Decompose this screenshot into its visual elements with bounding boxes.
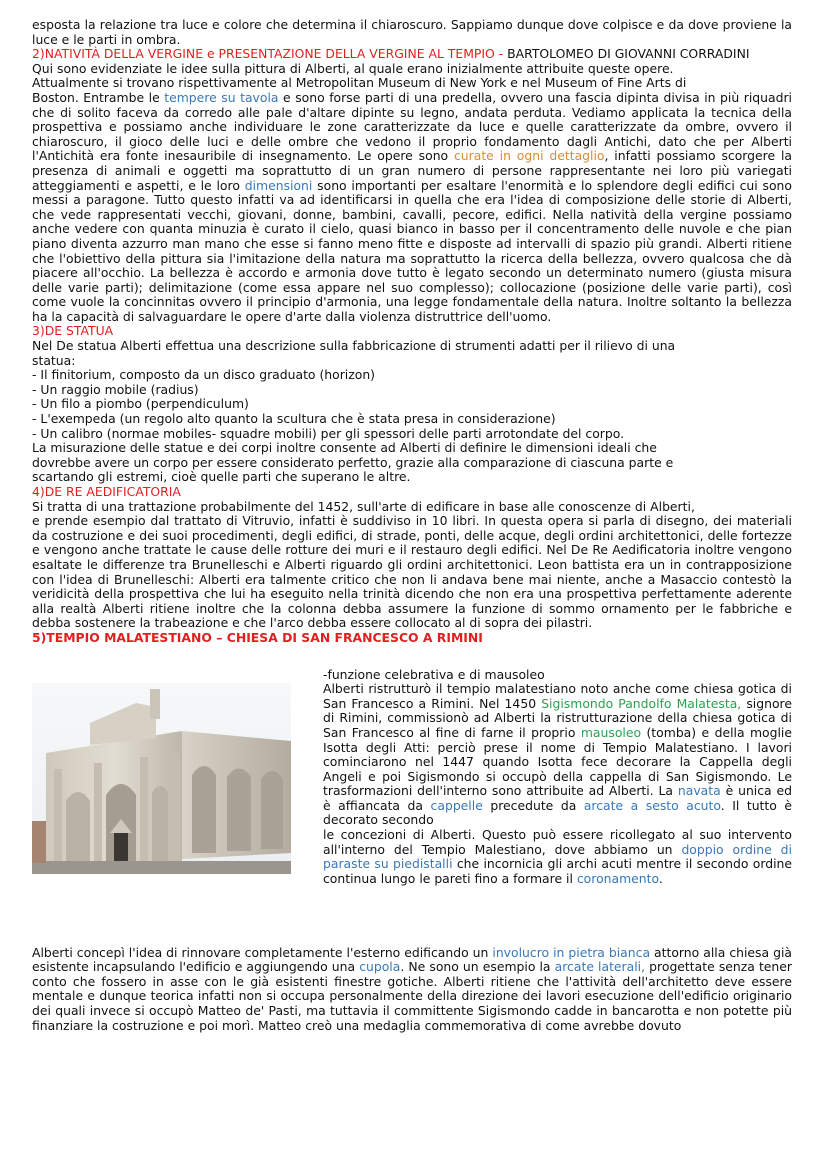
list-item: - L'exempeda (un regolo alto quanto la scultura che è stata presa in considerazione) bbox=[32, 411, 556, 427]
section-2-line-1: Qui sono evidenziate le idee sulla pittura di Alberti, al quale erano inizialmente attribuite queste opere. bbox=[32, 60, 674, 76]
section-3-line-2: statua: bbox=[32, 352, 76, 368]
highlight-coronamento: coronamento bbox=[576, 870, 659, 886]
section-2-paragraph: Boston. Entrambe le tempere su tavola e sono forse parti di una predella, ovvero una fascia dipinta divisa in più riquadri che di solito faceva da corredo alle pale d'altare dipinte su legno, andata perduta. Vediamo applicata la tecnica della prospettiva e possiamo anche individuare le zone caratterizzate da luce e quelle caratterizzate da ombre, ovvero il chiaroscuro, il gioco delle luci e delle ombre che vedono il proprio fondamento dagli Antichi, dato che per Alberti l'Antichità era fonte inesauribile di insegnamento. Le opere sono curate in ogni dettaglio, infatti possiamo scorgere la presenza di animali e oggetti ma soprattutto di un gran numero di persone rappresentante nei loro più variegati atteggiamenti e aspetti, e le loro dimensioni sono importanti per esaltare l'enormità e lo splendore degli edifici cui sono messi a paragone. Tutto questo infatti va ad identificarsi in quella che era l'idea di composizione delle storie di Alberti, che vede rappresentati vecchi, giovani, donne, bambini, cavalli, pecore, edifici. Nella natività della vergine possiamo anche vedere con quanta minuzia è curato il cielo, quasi bianco in basso per il concentramento delle nuvole e che pian piano diventa azzurro man mano che esse si fanno meno fitte e disposte ad intervalli di spazio più grandi. Alberti ritiene che l'obiettivo della pittura sia l'imitazione della natura ma soprattutto la ricerca della bellezza, ovvero qualcosa che dà piacere all'occhio. La bellezza è accordo e armonia dove tutto è legato secondo un determinato numero (giusta misura delle varie parti); delimitazione (come essa appare nel suo complesso); collocazione (posizione delle varie parti), così come vuole la concinnitas ovvero il principio d'armonia, una legge fondamentale della natura. Inoltre soltanto la bellezza ha la capacità di salvaguardare le opere d'arte dalla violenza distruttrice dell'uomo. bbox=[32, 89, 792, 324]
highlight-mausoleo: mausoleo bbox=[580, 724, 642, 740]
highlight-cappelle: cappelle bbox=[430, 797, 483, 813]
section-2-author: BARTOLOMEO DI GIOVANNI CORRADINI bbox=[507, 46, 750, 62]
tempio-malatestiano-photo bbox=[32, 683, 291, 874]
section-2-title: 2)NATIVITÀ DELLA VERGINE e PRESENTAZIONE DELLA VERGINE AL TEMPIO bbox=[32, 46, 495, 62]
section-4-line-1: Si tratta di una trattazione probabilmente del 1452, sull'arte di edificare in base alle conoscenze di Alberti, bbox=[32, 498, 695, 514]
section-2-heading: 2)NATIVITÀ DELLA VERGINE e PRESENTAZIONE DELLA VERGINE AL TEMPIO - BARTOLOMEO DI GIOVANNI CORRADINI bbox=[32, 46, 750, 62]
section-5-paragraph: Alberti ristrutturò il tempio malatestiano noto anche come chiesa gotica di San Francesco a Rimini. Nel 1450 Sigismondo Pandolfo Malatesta, signore di Rimini, commissionò ad Alberti la ristrutturazione della chiesa gotica di San Francesco al fine di farne il proprio mausoleo (tomba) e della moglie Isotta degli Atti: perciò prese il nome di Tempio Malatestiano. I lavori cominciarono nel 1447 quando Isotta fece decorare la Cappella degli Angeli e poi Sigismondo si occupò della cappella di San Sigismondo. Le trasformazioni dell'interno sono attribuite ad Alberti. La navata è unica ed è affiancata da cappelle precedute da arcate a sesto acuto. Il tutto è decorato secondo bbox=[323, 681, 793, 828]
section-3-closing-1: La misurazione delle statue e dei corpi inoltre consente ad Alberti di definire le dimensioni ideali che bbox=[32, 440, 657, 456]
document-page bbox=[32, 18, 792, 1033]
list-item: - Un raggio mobile (radius) bbox=[32, 381, 199, 397]
highlight-sigismondo: Sigismondo Pandolfo Malatesta, bbox=[541, 695, 742, 711]
section-3-closing-2: dovrebbe avere un corpo per essere considerato perfetto, grazie alla comparazione di ciascuna parte e bbox=[32, 454, 674, 470]
list-item: - Il finitorium, composto da un disco graduato (horizon) bbox=[32, 367, 376, 383]
section-3-closing-3: scartando gli estremi, cioè quelle parti che superano le altre. bbox=[32, 469, 411, 485]
final-paragraph: Alberti concepì l'idea di rinnovare completamente l'esterno edificando un involucro in pietra bianca attorno alla chiesa già esistente incapsulando l'edificio e aggiungendo una cupola. Ne sono un esempio la arcate laterali, progettate senza tener conto che fossero in asse con le già esistenti finestre gotiche. Alberti ritiene che l'attività dell'architetto deve essere mentale e dunque teorica infatti non si occupa personalmente della direzione dei lavori esecuzione dell'edificio originario dei quali invece si occupò Matteo de' Pasti, ma tuttavia il committente Sigismondo cadde in bancarotta e non potette più finanziare la costruzione e poi morì. Matteo creò una medaglia commemorativa di come avrebbe dovuto bbox=[32, 944, 792, 1033]
section-2-line-2: Attualmente si trovano rispettivamente al Metropolitan Museum di New York e nel Museum of Fine Arts di bbox=[32, 75, 687, 91]
highlight-navata: navata bbox=[677, 783, 721, 799]
highlight-arcate: arcate a sesto acuto bbox=[583, 797, 721, 813]
section-4-paragraph: e prende esempio dal trattato di Vitruvio, infatti è suddiviso in 10 libri. In questa opera si parla di disegno, dei materiali da costruzione e dei suoi procedimenti, degli edifici, di strade, ponti, delle acque, degli ordini architettonici, delle fortezze e vengono anche trattate le cause delle rotture dei muri e il restauro degli edifici. Nel De Re Aedificatoria inoltre vengono esaltate le differenze tra Brunelleschi e Alberti riguardo gli ordini architettonici. Leon battista era un in contrapposizione con l'idea di Brunelleschi: Alberti era talmente critico che non li andava bene mai niente, anche a Masaccio contestò la veridicità della prospettiva che lui ha eseguito nella trinità dicendo che non era una prospettiva perfettamente aderente alla realtà Alberti ritiene inoltre che la colonna debba assumere la funzione di sommo ornamento per le fabbriche e debba sostenere la trabeazione e che l'arco debba essere collocato al di sopra dei pilastri. bbox=[32, 513, 792, 631]
section-5-figure-block bbox=[32, 646, 792, 946]
section-5-heading: 5)TEMPIO MALATESTIANO – CHIESA DI SAN FRANCESCO A RIMINI bbox=[32, 629, 483, 645]
intro-paragraph: esposta la relazione tra luce e colore che determina il chiaroscuro. Sappiamo dunque dove colpisce e da dove proviene la luce e le parti in ombra. bbox=[32, 17, 792, 47]
section-5-text-column bbox=[323, 668, 792, 887]
highlight-tempere: tempere su tavola bbox=[164, 89, 279, 105]
section-5-paragraph-2: le concezioni di Alberti. Questo può essere ricollegato al suo intervento all'interno del Tempio Malestiano, dove abbiamo un doppio ordine di paraste su piedistalli che incornicia gli archi acuti mentre il secondo ordine continua lungo le pareti fino a formare il coronamento. bbox=[323, 827, 792, 886]
highlight-doppio-ordine: doppio ordine di paraste su piedistalli bbox=[323, 841, 792, 872]
highlight-involucro: involucro in pietra bianca bbox=[492, 944, 651, 960]
list-item: - Un filo a piombo (perpendiculum) bbox=[32, 396, 249, 412]
function-note: -funzione celebrativa e di mausoleo bbox=[323, 666, 545, 682]
section-3-line-1: Nel De statua Alberti effettua una descrizione sulla fabbricazione di strumenti adatti per il rilievo di una bbox=[32, 338, 676, 354]
list-item: - Un calibro (normae mobiles- squadre mobili) per gli spessori delle parti arrotondate del corpo. bbox=[32, 425, 625, 441]
highlight-cupola: cupola bbox=[359, 959, 401, 975]
section-4-heading: 4)DE RE AEDIFICATORIA bbox=[32, 484, 181, 499]
highlight-curate: curate in ogni dettaglio bbox=[453, 148, 605, 164]
highlight-dimensioni: dimensioni bbox=[244, 177, 313, 193]
tools-list bbox=[32, 368, 792, 441]
section-3-heading: 3)DE STATUA bbox=[32, 323, 114, 339]
highlight-arcate-laterali: arcate laterali, bbox=[554, 959, 646, 975]
